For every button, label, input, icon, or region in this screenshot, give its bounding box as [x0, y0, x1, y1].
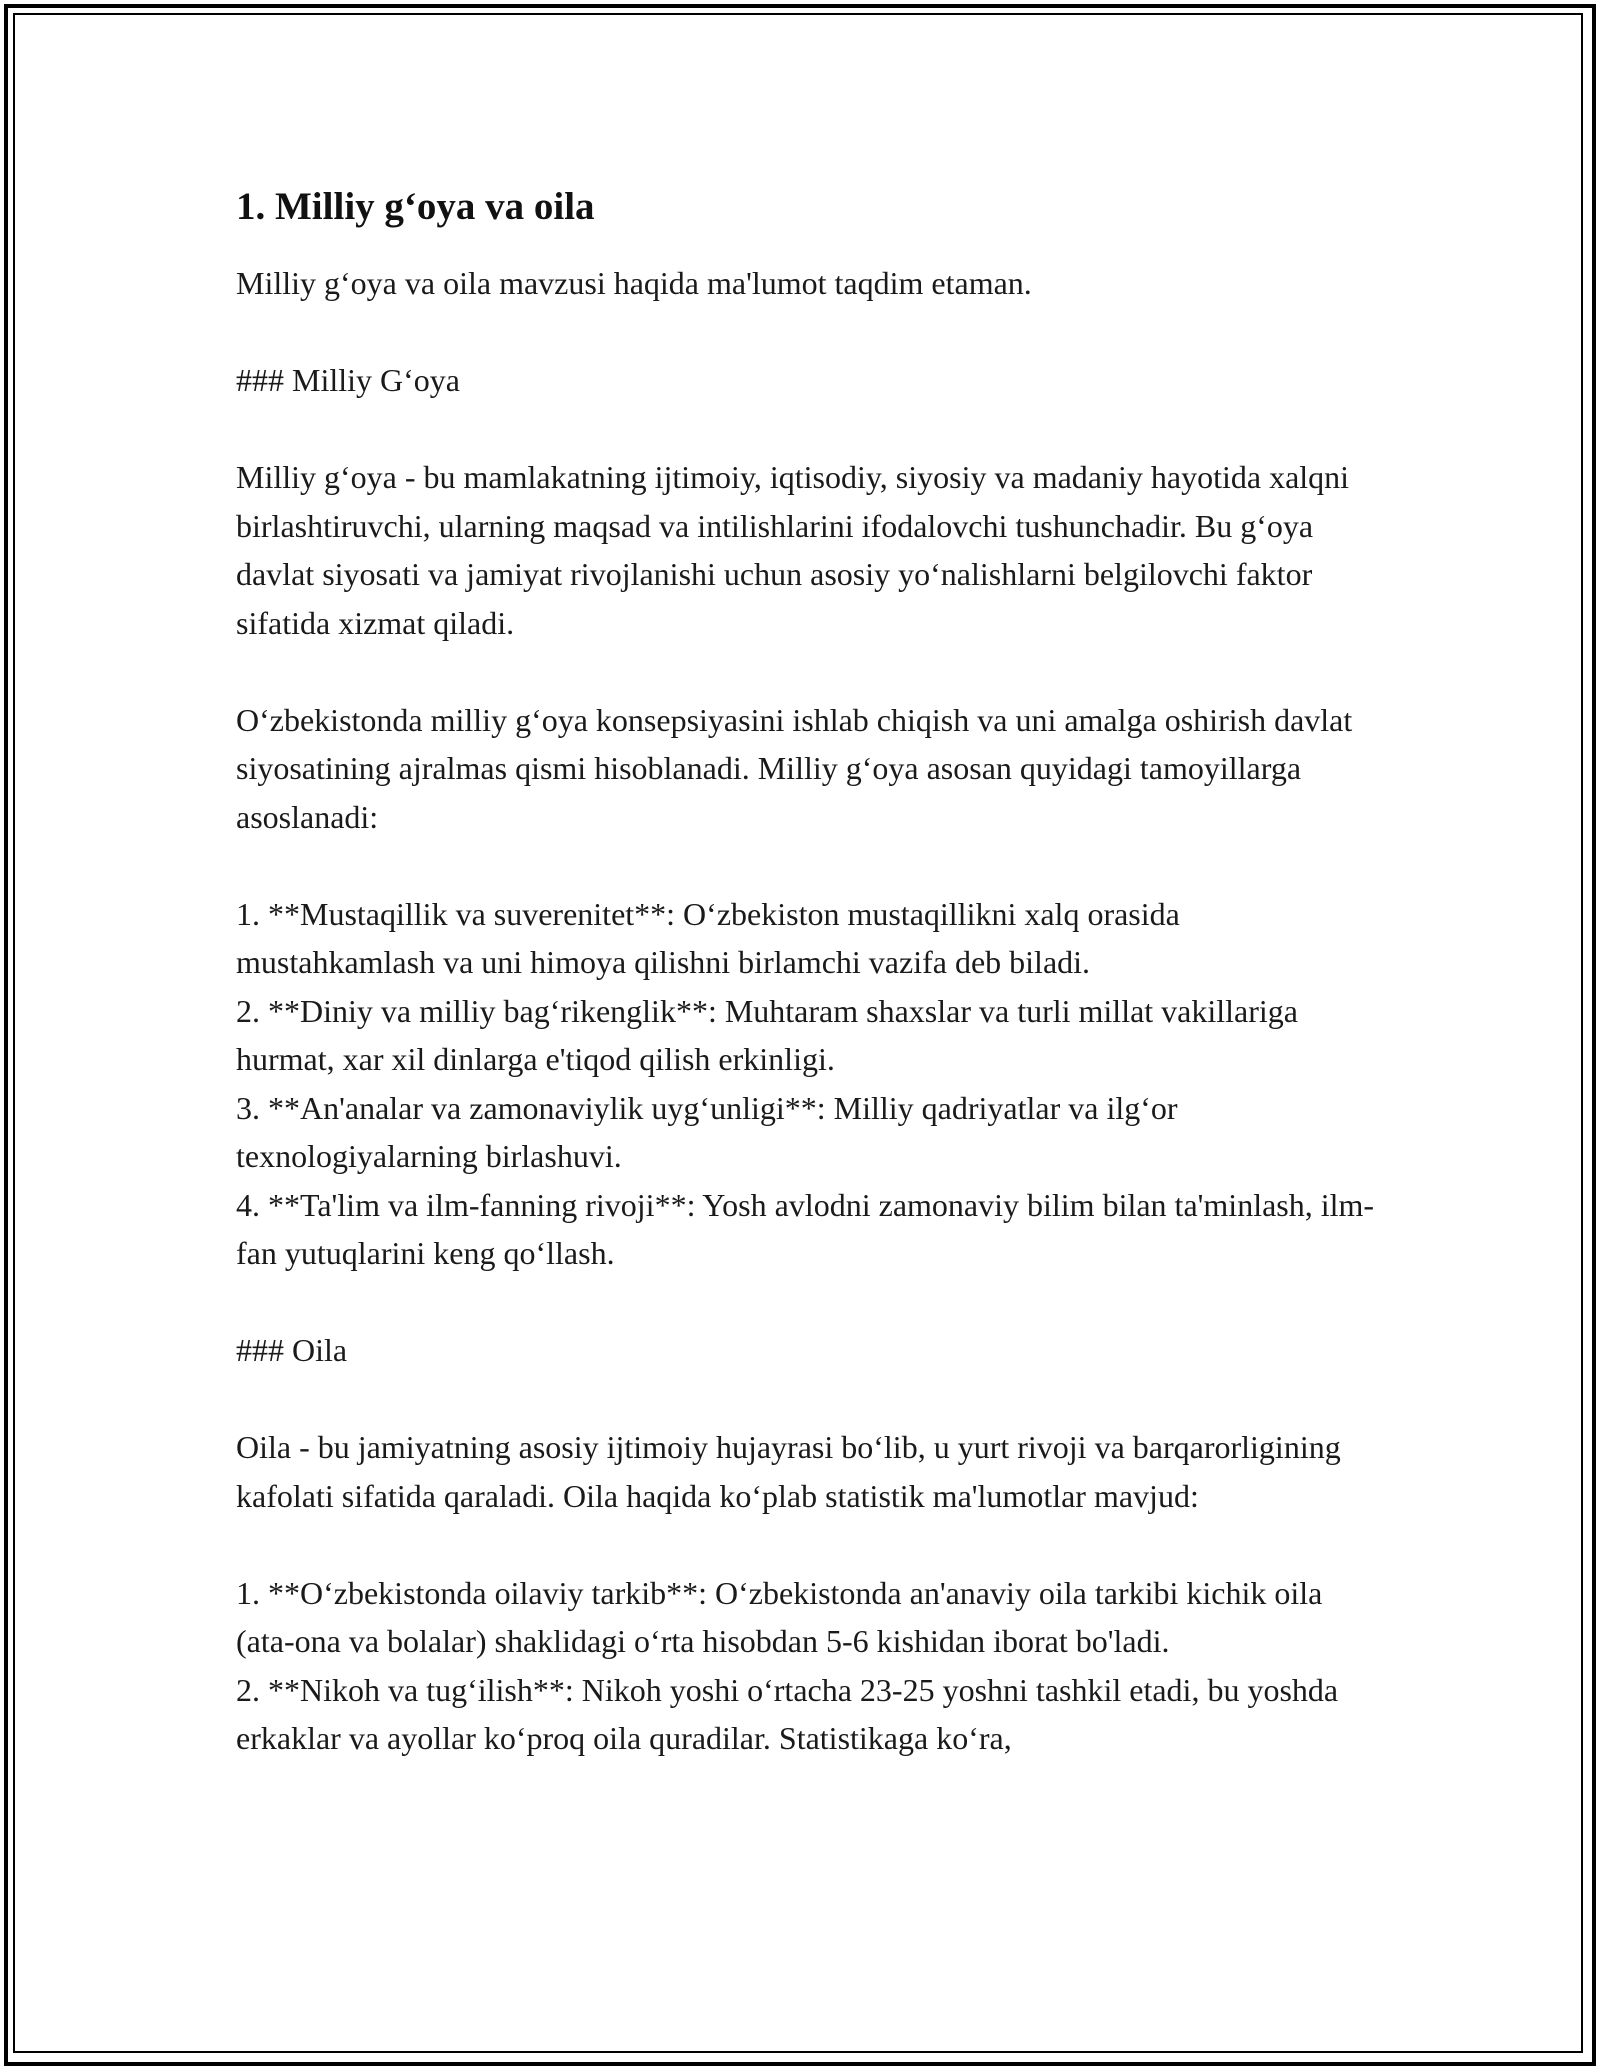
- list-item: 2. **Diniy va milliy bag‘rikenglik**: Muhtaram shaxslar va turli millat vakillariga hurmat, xar xil dinlarga e'tiqod qilish erkinligi.: [236, 992, 1298, 1077]
- intro-paragraph: Milliy g‘oya va oila mavzusi haqida ma'lumot taqdim etaman.: [236, 265, 1032, 301]
- milliy-goya-principles-list: [236, 890, 1386, 1278]
- milliy-goya-principles-paragraph: O‘zbekistonda milliy g‘oya konsepsiyasini ishlab chiqish va uni amalga oshirish davlat siyosatining ajralmas qismi hisoblanadi. Milliy g‘oya asosan quyidagi tamoyillarga asoslanadi:: [236, 701, 1361, 835]
- document-body: [236, 183, 1386, 1811]
- list-item: 4. **Ta'lim va ilm-fanning rivoji**: Yosh avlodni zamonaviy bilim bilan ta'minlash, ilm-fan yutuqlarini keng qo‘llash.: [236, 1186, 1375, 1271]
- list-item: 2. **Nikoh va tug‘ilish**: Nikoh yoshi o‘rtacha 23-25 yoshni tashkil etadi, bu yoshda erkaklar va ayollar ko‘proq oila quradilar. Statistikaga ko‘ra,: [236, 1671, 1339, 1756]
- section-heading-milliy-goya: ### Milliy G‘oya: [236, 362, 460, 398]
- milliy-goya-definition-paragraph: Milliy g‘oya - bu mamlakatning ijtimoiy, iqtisodiy, siyosiy va madaniy hayotida xalqni birlashtiruvchi, ularning maqsad va intilishlarini ifodalovchi tushunchadir. Bu g‘oya davlat siyosati va jamiyat rivojlanishi uchun asosiy yo‘nalishlarni belgilovchi faktor sifatida xizmat qiladi.: [236, 459, 1358, 641]
- list-item: 1. **Mustaqillik va suverenitet**: O‘zbekiston mustaqillikni xalq orasida mustahkamlash va uni himoya qilishni birlamchi vazifa deb biladi.: [236, 895, 1180, 980]
- document-title: 1. Milliy g‘oya va oila: [236, 185, 595, 228]
- list-item: 1. **O‘zbekistonda oilaviy tarkib**: O‘zbekistonda an'anaviy oila tarkibi kichik oila (ata-ona va bolalar) shaklidagi o‘rta hisobdan 5-6 kishidan iborat bo'ladi.: [236, 1574, 1323, 1659]
- list-item: 3. **An'analar va zamonaviylik uyg‘unligi**: Milliy qadriyatlar va ilg‘or texnologiyalarning birlashuvi.: [236, 1089, 1178, 1174]
- oila-statistics-list: [236, 1569, 1386, 1763]
- oila-definition-paragraph: Oila - bu jamiyatning asosiy ijtimoiy hujayrasi bo‘lib, u yurt rivoji va barqarorligining kafolati sifatida qaraladi. Oila haqida ko‘plab statistik ma'lumotlar mavjud:: [236, 1429, 1349, 1514]
- section-heading-oila: ### Oila: [236, 1332, 348, 1368]
